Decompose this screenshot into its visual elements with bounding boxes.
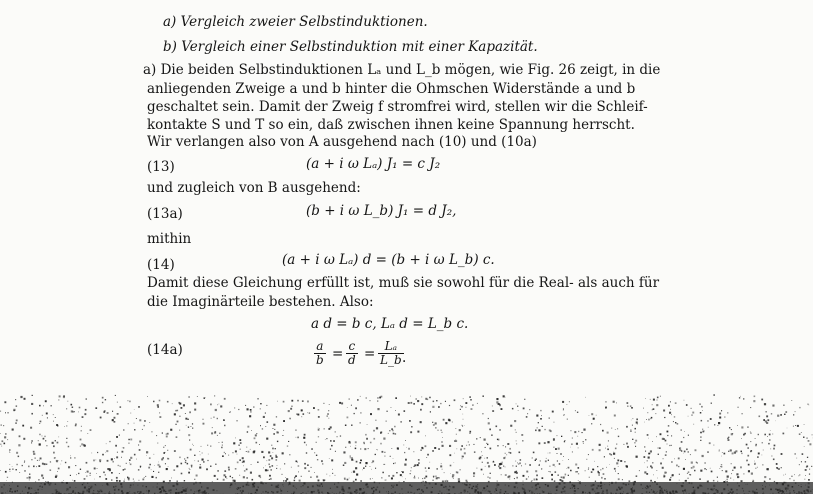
equation-13: (a + i ω Lₐ) J₁ = c J₂ [306, 156, 441, 172]
equation-13a-number: (13a) [147, 206, 183, 222]
paragraph-1-line-2: anliegenden Zweige a und b hinter die Ohmschen Widerstände a und b [147, 81, 636, 97]
fraction-la-numerator: Lₐ [378, 340, 404, 354]
equation-13a: (b + i ω L_b) J₁ = d J₂, [306, 203, 457, 219]
equation-14a-line-1: a d = b c, Lₐ d = L_b c. [311, 316, 469, 332]
fraction-lb-denominator: L_b [380, 353, 402, 367]
fraction-c-denominator: d [348, 353, 356, 367]
fraction-la-over-lb [378, 339, 407, 367]
list-item-b: b) Vergleich einer Selbstinduktion mit einer Kapazität. [163, 39, 538, 55]
equation-14: (a + i ω Lₐ) d = (b + i ω L_b) c. [282, 252, 495, 268]
fraction-c-numerator: c [346, 340, 358, 354]
paragraph-2-line-2: die Imaginärteile bestehen. Also: [147, 294, 374, 310]
fraction-a-numerator: a [314, 340, 326, 354]
text-und-zugleich: und zugleich von B ausgehend: [147, 180, 361, 196]
fraction-a-over-b [314, 340, 326, 367]
fraction-a-denominator: b [316, 353, 324, 367]
paragraph-1-line-5: Wir verlangen also von A ausgehend nach (10) und (10a) [147, 134, 537, 150]
equals-sign-1: = [332, 346, 344, 362]
equals-sign-2: = [364, 346, 376, 362]
equation-14a-number: (14a) [147, 342, 183, 358]
fraction-c-over-d [346, 340, 358, 367]
equation-14-number: (14) [147, 257, 175, 273]
paragraph-2-line-1: Damit diese Gleichung erfüllt ist, muß sie sowohl für die Real- als auch für [147, 275, 660, 291]
scan-noise-band [0, 394, 813, 494]
paragraph-1-line-1: a) Die beiden Selbstinduktionen Lₐ und L_b mögen, wie Fig. 26 zeigt, in die [143, 62, 661, 78]
equation-13-number: (13) [147, 159, 175, 175]
final-period: . [402, 350, 407, 366]
paragraph-1-line-3: geschaltet sein. Damit der Zweig f stromfrei wird, stellen wir die Schleif- [147, 99, 648, 115]
text-mithin: mithin [147, 231, 192, 247]
paragraph-1-line-4: kontakte S und T so ein, daß zwischen ihnen keine Spannung herrscht. [147, 117, 635, 133]
list-item-a: a) Vergleich zweier Selbstinduktionen. [163, 14, 428, 30]
